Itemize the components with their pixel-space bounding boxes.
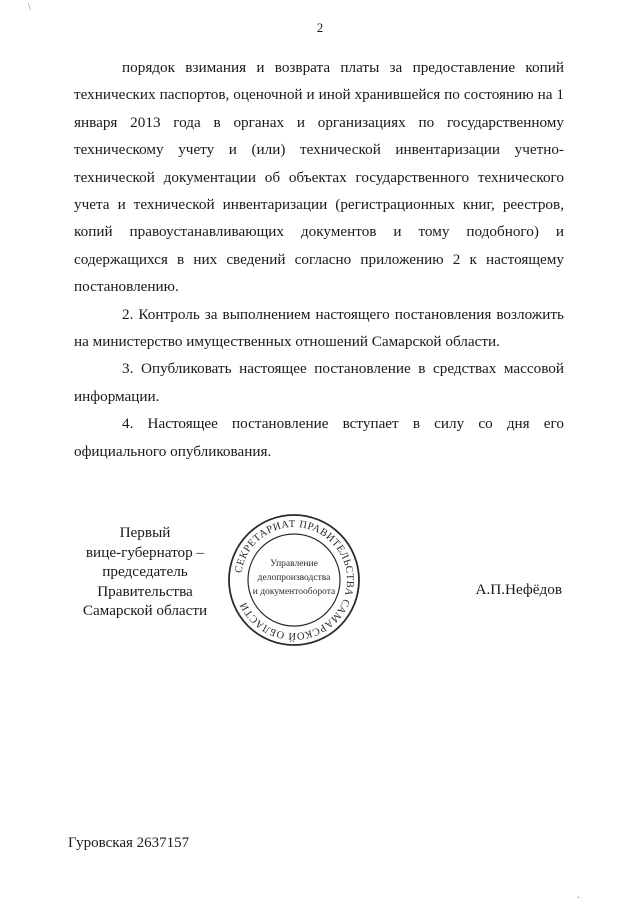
scan-mark: · (576, 893, 580, 904)
stamp-ring-text: СЕКРЕТАРИАТ ПРАВИТЕЛЬСТВА САМАРСКОЙ ОБЛАСТИ (233, 518, 356, 642)
signer-title-line-4: Самарской области (82, 602, 208, 620)
stamp-line-3: и документооборота (252, 587, 336, 597)
signature-block (60, 523, 230, 621)
stamp-line-1: Управление (270, 559, 318, 569)
paragraph-item-4: 4. Настоящее постановление вступает в силу со дня его официального опубликования. (74, 415, 564, 460)
signer-title-line-1: Первый (119, 524, 171, 541)
document-body (74, 54, 564, 465)
official-stamp (226, 512, 362, 648)
signer-title-line-3: председатель Правительства (97, 563, 193, 600)
signer-name: А.П.Нефёдов (475, 581, 562, 598)
paragraph-item-2: 2. Контроль за выполнением настоящего постановления возложить на министерство имущественных отношений Самарской области. (74, 305, 564, 351)
paragraph-item-3: 3. Опубликовать настоящее постановление в средствах массовой информации. (74, 360, 564, 405)
stamp-line-2: делопроизводства (257, 573, 331, 583)
executor-note: Гуровская 2637157 (68, 835, 190, 851)
page-number: 2 (316, 20, 324, 35)
paragraph-continuation: порядок взимания и возврата платы за предоставление копий технических паспортов, оценочной и иной хранившейся по состоянию на 1 января 2013 года в органах и организациях по государственному техническому учету и (или) технической инвентаризации учетно-технической документации об объектах государственного технического учета и технической инвентаризации (регистрационных книг, реестров, копий правоустанавливающих документов и тому подобного) и содержащихся в них сведений согласно приложению 2 к настоящему постановлению. (74, 59, 564, 296)
scan-mark: \ (28, 2, 31, 13)
signer-title-line-2: вице-губернатор – (85, 543, 205, 561)
